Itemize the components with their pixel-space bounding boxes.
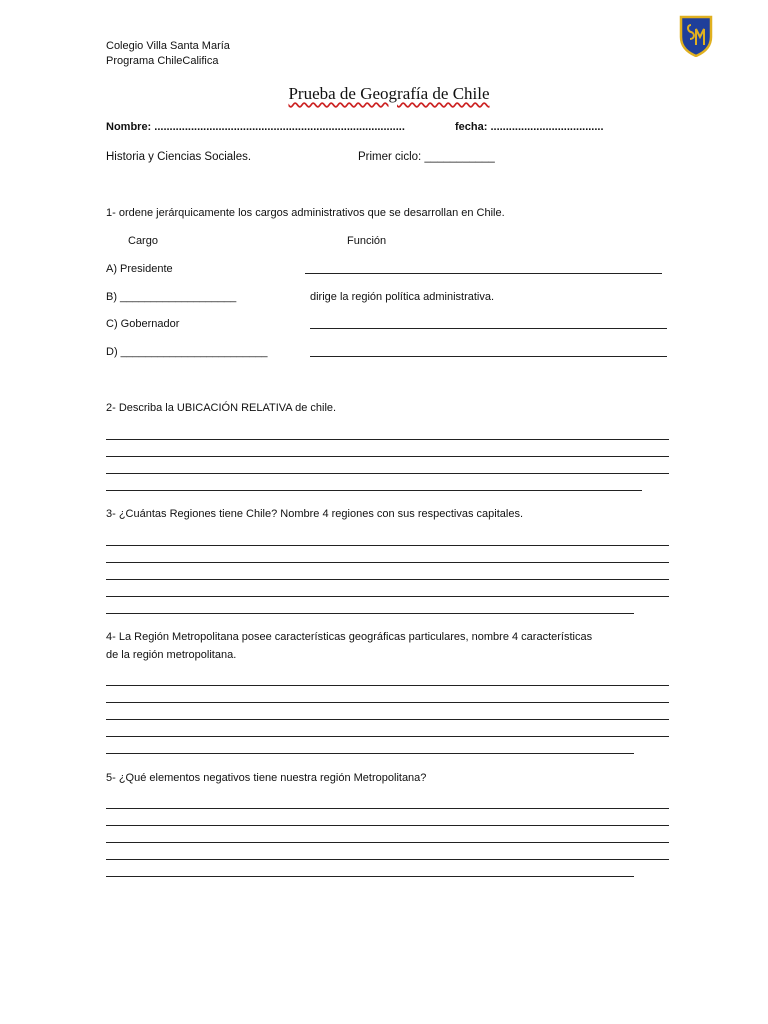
answer-line[interactable] [106, 473, 669, 474]
q1-row-function: dirige la región política administrativa. [310, 291, 495, 303]
subject-label: Historia y Ciencias Sociales. [106, 151, 252, 163]
answer-line[interactable] [106, 736, 669, 737]
answer-line[interactable] [106, 596, 669, 597]
q1-row-cargo[interactable]: D) ________________________ [106, 346, 268, 358]
answer-line[interactable] [106, 490, 642, 491]
q4-prompt: 4- La Región Metropolitana posee características geográficas particulares, nombre 4 características [106, 631, 593, 643]
answer-line[interactable] [106, 719, 669, 720]
q1-prompt: 1- ordene jerárquicamente los cargos administrativos que se desarrollan en Chile. [106, 207, 505, 219]
answer-line[interactable] [106, 685, 669, 686]
q1-row-cargo: C) Gobernador [106, 318, 180, 330]
answer-line[interactable] [106, 439, 669, 440]
q5-prompt: 5- ¿Qué elementos negativos tiene nuestra región Metropolitana? [106, 772, 427, 784]
q1-header-funcion: Función [347, 235, 387, 247]
cycle-field[interactable]: Primer ciclo: ___________ [358, 151, 495, 163]
q1-row-function-blank[interactable] [310, 328, 667, 329]
answer-line[interactable] [106, 876, 634, 877]
answer-line[interactable] [106, 753, 634, 754]
program-name: Programa ChileCalifica [106, 55, 219, 67]
answer-line[interactable] [106, 579, 669, 580]
q1-row-function-blank[interactable] [305, 273, 662, 274]
q1-header-cargo: Cargo [128, 235, 158, 247]
q1-row-cargo: A) Presidente [106, 263, 173, 275]
school-crest-icon [679, 15, 713, 57]
answer-line[interactable] [106, 613, 634, 614]
answer-line[interactable] [106, 456, 669, 457]
answer-line[interactable] [106, 702, 669, 703]
answer-line[interactable] [106, 545, 669, 546]
page-title: Prueba de Geografía de Chile [288, 84, 490, 103]
name-field[interactable]: Nombre: .................................................................................. [106, 121, 405, 133]
date-field[interactable]: fecha: ..................................... [455, 121, 604, 133]
answer-line[interactable] [106, 562, 669, 563]
answer-line[interactable] [106, 808, 669, 809]
answer-line[interactable] [106, 859, 669, 860]
q4-prompt-continued: de la región metropolitana. [106, 649, 237, 661]
q1-row-cargo[interactable]: B) ___________________ [106, 291, 237, 303]
q3-prompt: 3- ¿Cuántas Regiones tiene Chile? Nombre 4 regiones con sus respectivas capitales. [106, 508, 523, 520]
q2-prompt: 2- Describa la UBICACIÓN RELATIVA de chile. [106, 402, 337, 414]
school-name: Colegio Villa Santa María [106, 40, 230, 52]
q1-row-function-blank[interactable] [310, 356, 667, 357]
answer-line[interactable] [106, 825, 669, 826]
answer-line[interactable] [106, 842, 669, 843]
